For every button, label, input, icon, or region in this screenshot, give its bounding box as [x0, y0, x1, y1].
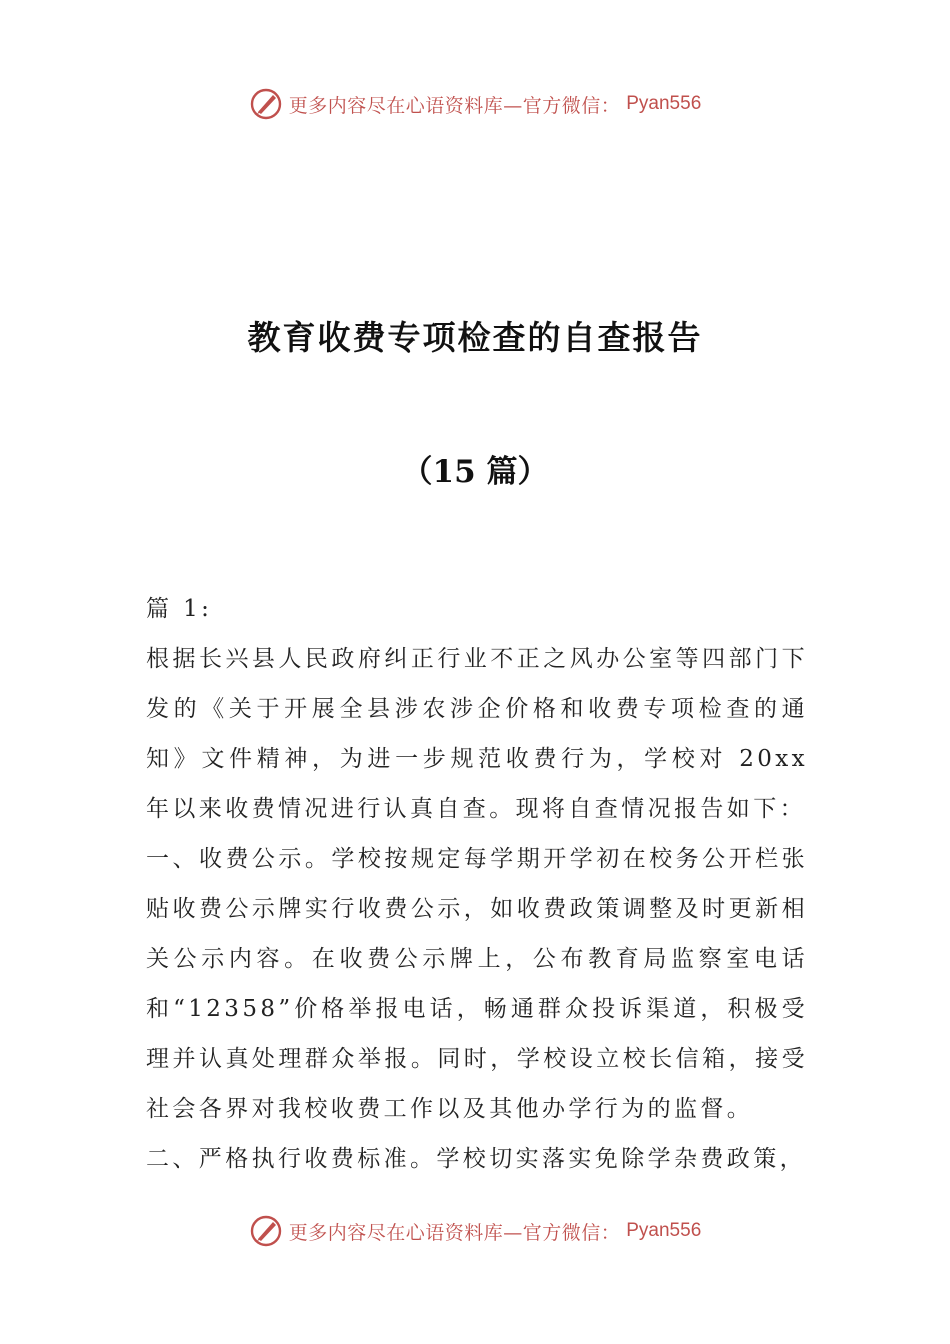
section-label: 篇 1: — [146, 596, 213, 622]
document-body — [146, 584, 808, 1184]
paragraph-2: 一、收费公示。学校按规定每学期开学初在校务公开栏张贴收费公示牌实行收费公示，如收费政策调整及时更新相关公示内容。在收费公示牌上，公布教育局监察室电话和“12358”价格举报电话，畅通群众投诉渠道，积极受理并认真处理群众举报。同时，学校设立校长信箱，接受社会各界对我校收费工作以及其他办学行为的监督。 — [146, 846, 808, 1122]
watermark-wechat-id: Pyan556 — [626, 1220, 702, 1241]
document-title: 教育收费专项检查的自查报告 — [247, 318, 703, 357]
header-watermark — [0, 84, 950, 124]
quill-pen-icon — [249, 87, 283, 121]
watermark-text: 更多内容尽在心语资料库—官方微信： — [288, 1221, 621, 1244]
footer-watermark — [0, 1211, 950, 1251]
watermark-wechat-id: Pyan556 — [626, 93, 702, 114]
paragraph-3: 二、严格执行收费标准。学校切实落实免除学杂费政策， — [146, 1146, 806, 1172]
watermark-text: 更多内容尽在心语资料库—官方微信： — [288, 94, 621, 117]
paragraph-1: 根据长兴县人民政府纠正行业不正之风办公室等四部门下发的《关于开展全县涉农涉企价格和收费专项检查的通知》文件精神，为进一步规范收费行为，学校对 20xx 年以来收费情况进行认真自查。现将自查情况报告如下： — [146, 646, 808, 822]
quill-pen-icon — [249, 1214, 283, 1248]
document-subtitle: （15 篇） — [401, 454, 549, 490]
